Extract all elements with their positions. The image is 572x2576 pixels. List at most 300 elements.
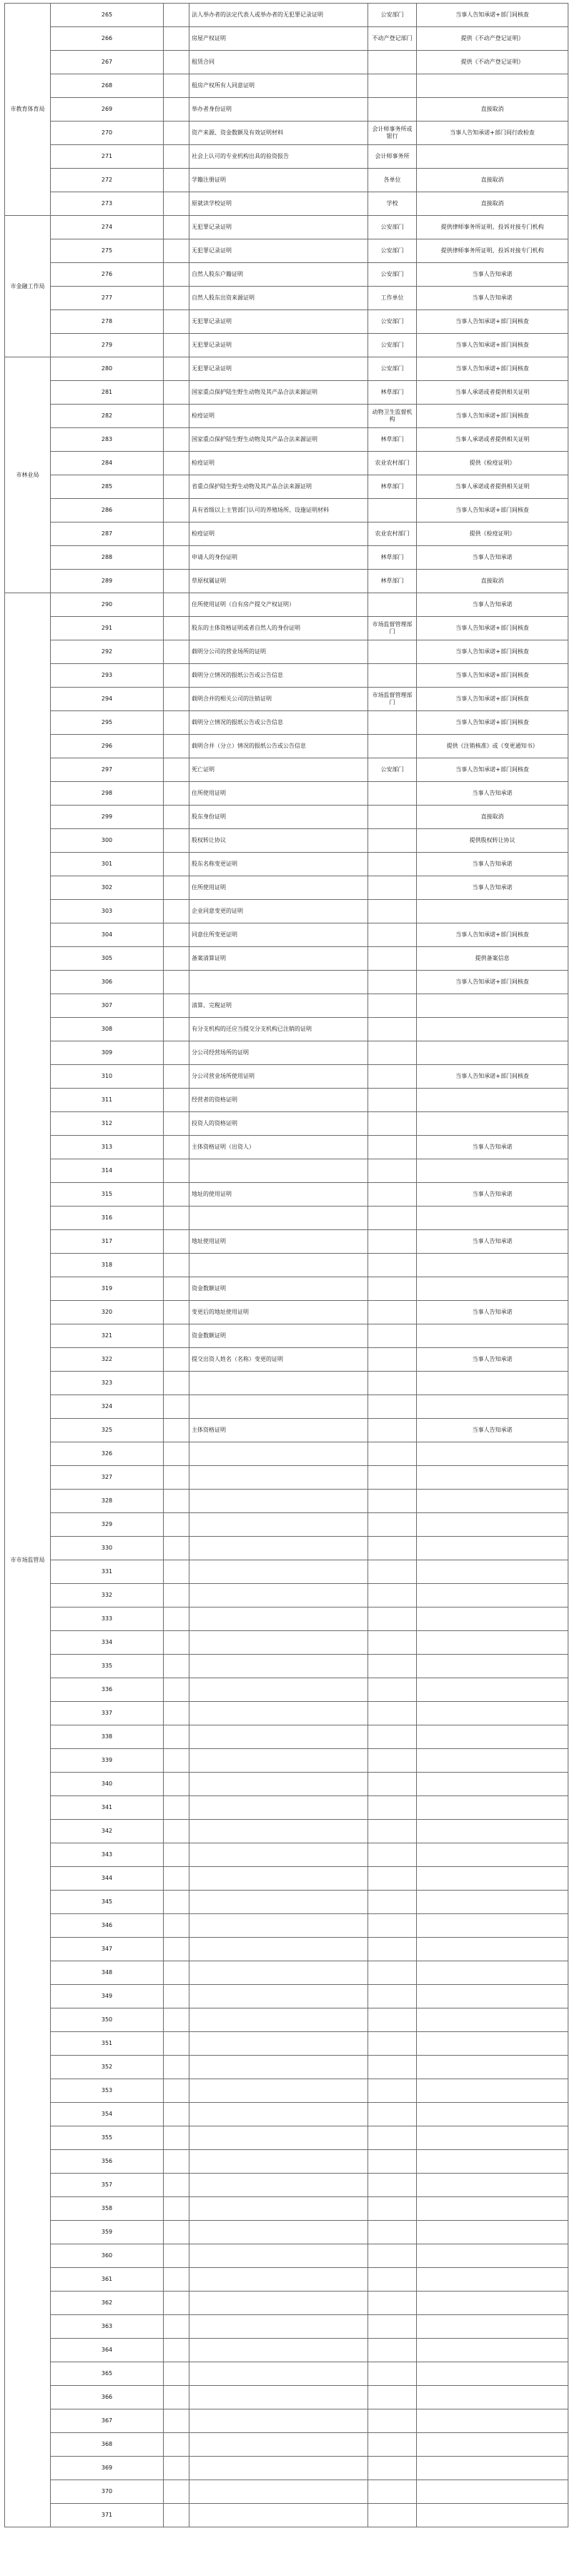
provider-cell	[368, 1466, 417, 1490]
method-cell: 当事人告知承诺	[417, 1136, 568, 1159]
row-number: 330	[51, 1537, 164, 1560]
table-row	[5, 1159, 568, 1183]
row-number: 265	[51, 4, 164, 27]
table-row	[5, 1607, 568, 1631]
item-cell	[164, 2197, 189, 2221]
row-number: 364	[51, 2339, 164, 2362]
method-cell	[417, 1867, 568, 1891]
proof-cell	[189, 2197, 368, 2221]
table-row	[5, 1513, 568, 1537]
table-row	[5, 735, 568, 758]
table-row	[5, 145, 568, 169]
provider-cell: 市场监督管理部门	[368, 617, 417, 640]
item-cell	[164, 1938, 189, 1961]
provider-cell	[368, 51, 417, 74]
method-cell	[417, 1961, 568, 1985]
provider-cell	[368, 1277, 417, 1301]
department-cell: 市市场监管局	[5, 593, 51, 2527]
provider-cell	[368, 923, 417, 947]
proof-cell	[189, 1159, 368, 1183]
proof-cell	[189, 1749, 368, 1773]
provider-cell	[368, 876, 417, 900]
method-cell	[417, 2504, 568, 2527]
provider-cell	[368, 1442, 417, 1466]
method-cell: 当事人告知承诺+部门间核查	[417, 405, 568, 428]
item-cell	[164, 1607, 189, 1631]
provider-cell	[368, 900, 417, 923]
table-row	[5, 522, 568, 546]
proof-cell: 无犯罪记录证明	[189, 310, 368, 334]
provider-cell	[368, 1560, 417, 1584]
item-cell	[164, 499, 189, 522]
item-cell	[164, 900, 189, 923]
provider-cell: 公安部门	[368, 310, 417, 334]
proof-cell	[189, 2386, 368, 2409]
proof-cell: 住所使用证明	[189, 782, 368, 806]
row-number: 361	[51, 2268, 164, 2292]
table-row	[5, 758, 568, 782]
provider-cell	[368, 2221, 417, 2244]
item-cell	[164, 853, 189, 876]
row-number: 322	[51, 1348, 164, 1372]
provider-cell	[368, 735, 417, 758]
row-number: 310	[51, 1065, 164, 1089]
proof-cell	[189, 1372, 368, 1395]
provider-cell: 农业农村部门	[368, 452, 417, 475]
table-row	[5, 617, 568, 640]
row-number: 267	[51, 51, 164, 74]
method-cell	[417, 1607, 568, 1631]
proof-cell	[189, 2079, 368, 2103]
item-cell	[164, 1442, 189, 1466]
proof-cell: 主体资格证明	[189, 1419, 368, 1442]
proof-cell: 股东的主体资格证明或者自然人的身份证明	[189, 617, 368, 640]
table-row	[5, 27, 568, 51]
item-cell	[164, 1560, 189, 1584]
method-cell	[417, 1513, 568, 1537]
row-number: 327	[51, 1466, 164, 1490]
item-cell	[164, 640, 189, 664]
provider-cell	[368, 640, 417, 664]
proof-cell: 载明合并（分立）情况的报纸公告或公告信息	[189, 735, 368, 758]
provider-cell: 公安部门	[368, 4, 417, 27]
row-number: 354	[51, 2103, 164, 2126]
provider-cell	[368, 2126, 417, 2150]
provider-cell: 市场监督管理部门	[368, 688, 417, 711]
method-cell	[417, 1702, 568, 1725]
provider-cell	[368, 593, 417, 617]
table-row	[5, 1490, 568, 1513]
row-number: 272	[51, 169, 164, 192]
method-cell: 当事人告知承诺+部门间核查	[417, 688, 568, 711]
row-number: 334	[51, 1631, 164, 1655]
provider-cell: 会计师事务所	[368, 145, 417, 169]
provider-cell	[368, 806, 417, 829]
provider-cell	[368, 2480, 417, 2504]
item-cell	[164, 829, 189, 853]
method-cell	[417, 1655, 568, 1678]
table-row	[5, 51, 568, 74]
method-cell	[417, 2292, 568, 2315]
provider-cell: 公安部门	[368, 357, 417, 381]
provider-cell	[368, 2409, 417, 2433]
row-number: 271	[51, 145, 164, 169]
table-row	[5, 593, 568, 617]
proof-cell: 检疫证明	[189, 522, 368, 546]
method-cell	[417, 1159, 568, 1183]
method-cell: 当事人告知承诺	[417, 1183, 568, 1207]
table-row	[5, 2221, 568, 2244]
proof-cell	[189, 971, 368, 994]
table-row	[5, 1301, 568, 1324]
proof-cell: 国家重点保护陆生野生动物及其产品合法来源证明	[189, 381, 368, 405]
item-cell	[164, 688, 189, 711]
item-cell	[164, 334, 189, 357]
provider-cell	[368, 1537, 417, 1560]
table-row	[5, 1112, 568, 1136]
method-cell	[417, 1773, 568, 1796]
method-cell	[417, 1490, 568, 1513]
table-row	[5, 287, 568, 310]
item-cell	[164, 1749, 189, 1773]
item-cell	[164, 2008, 189, 2032]
row-number: 287	[51, 522, 164, 546]
table-row	[5, 829, 568, 853]
table-row	[5, 640, 568, 664]
proof-cell: 无犯罪记录证明	[189, 334, 368, 357]
proof-cell	[189, 2480, 368, 2504]
proof-cell	[189, 2032, 368, 2056]
provider-cell	[368, 2268, 417, 2292]
provider-cell	[368, 829, 417, 853]
item-cell	[164, 1820, 189, 1843]
proof-cell: 资金数额证明	[189, 1324, 368, 1348]
row-number: 281	[51, 381, 164, 405]
table-row	[5, 2457, 568, 2480]
method-cell: 当事人告知承诺+部门间核查	[417, 971, 568, 994]
provider-cell	[368, 1324, 417, 1348]
proof-cell: 企业同意变更的证明	[189, 900, 368, 923]
row-number: 323	[51, 1372, 164, 1395]
method-cell	[417, 1089, 568, 1112]
proof-cell	[189, 1442, 368, 1466]
proof-cell: 地址的使用证明	[189, 1183, 368, 1207]
proof-cell: 无犯罪记录证明	[189, 239, 368, 263]
row-number: 338	[51, 1725, 164, 1749]
item-cell	[164, 617, 189, 640]
provider-cell	[368, 1702, 417, 1725]
table-row	[5, 1183, 568, 1207]
table-row	[5, 1372, 568, 1395]
proof-cell	[189, 1985, 368, 2008]
item-cell	[164, 428, 189, 452]
item-cell	[164, 570, 189, 593]
table-row	[5, 2079, 568, 2103]
table-row	[5, 1324, 568, 1348]
proof-cell	[189, 2315, 368, 2339]
method-cell	[417, 2268, 568, 2292]
row-number: 299	[51, 806, 164, 829]
provider-cell: 林草部门	[368, 570, 417, 593]
proof-cell: 举办者身份证明	[189, 98, 368, 122]
proof-cell: 学籍注册证明	[189, 169, 368, 192]
method-cell: 提供《不动产登记证明》	[417, 51, 568, 74]
proof-cell: 载明分立情况的报纸公告或公告信息	[189, 711, 368, 735]
proof-cell: 草原权属证明	[189, 570, 368, 593]
provider-cell	[368, 1891, 417, 1914]
proof-cell: 主体资格证明（出资人）	[189, 1136, 368, 1159]
proof-cell	[189, 2292, 368, 2315]
proof-cell	[189, 1773, 368, 1796]
table-row	[5, 806, 568, 829]
table-row	[5, 216, 568, 239]
table-row	[5, 2292, 568, 2315]
provider-cell	[368, 2008, 417, 2032]
method-cell	[417, 1324, 568, 1348]
provider-cell: 公安部门	[368, 263, 417, 287]
proof-cell	[189, 1725, 368, 1749]
row-number: 351	[51, 2032, 164, 2056]
method-cell: 当事人告知承诺+部门间核查	[417, 334, 568, 357]
table-row	[5, 2504, 568, 2527]
proof-cell	[189, 2433, 368, 2457]
row-number: 335	[51, 1655, 164, 1678]
row-number: 316	[51, 1207, 164, 1230]
method-cell	[417, 900, 568, 923]
method-cell: 当事人告知承诺+部门间核查	[417, 357, 568, 381]
provider-cell: 动物卫生监督机构	[368, 405, 417, 428]
row-number: 312	[51, 1112, 164, 1136]
table-row	[5, 1773, 568, 1796]
table-row	[5, 1702, 568, 1725]
method-cell: 当事人承诺或者提供相关证明	[417, 428, 568, 452]
item-cell	[164, 522, 189, 546]
table-row	[5, 192, 568, 216]
table-row	[5, 2409, 568, 2433]
provider-cell: 林草部门	[368, 381, 417, 405]
provider-cell	[368, 2079, 417, 2103]
row-number: 349	[51, 1985, 164, 2008]
method-cell: 提供《检疫证明》	[417, 522, 568, 546]
provider-cell: 学校	[368, 192, 417, 216]
provider-cell	[368, 98, 417, 122]
method-cell	[417, 2221, 568, 2244]
method-cell: 提供《检疫证明》	[417, 452, 568, 475]
item-cell	[164, 1537, 189, 1560]
table-row	[5, 1277, 568, 1301]
proof-cell	[189, 2504, 368, 2527]
table-row	[5, 1820, 568, 1843]
table-row	[5, 1843, 568, 1867]
item-cell	[164, 1183, 189, 1207]
table-row	[5, 2032, 568, 2056]
row-number: 266	[51, 27, 164, 51]
row-number: 337	[51, 1702, 164, 1725]
item-cell	[164, 239, 189, 263]
proof-cell	[189, 1938, 368, 1961]
provider-cell	[368, 1749, 417, 1773]
proof-cell	[189, 2126, 368, 2150]
table-row	[5, 994, 568, 1018]
method-cell: 当事人告知承诺+部门间核查	[417, 4, 568, 27]
row-number: 345	[51, 1891, 164, 1914]
row-number: 286	[51, 499, 164, 522]
provider-cell	[368, 1607, 417, 1631]
table-row	[5, 1891, 568, 1914]
proof-cell	[189, 1655, 368, 1678]
proof-cell	[189, 1891, 368, 1914]
row-number: 315	[51, 1183, 164, 1207]
table-row	[5, 499, 568, 522]
item-cell	[164, 1136, 189, 1159]
row-number: 348	[51, 1961, 164, 1985]
proof-cell: 股东名称变更证明	[189, 853, 368, 876]
table-row	[5, 1749, 568, 1773]
item-cell	[164, 2292, 189, 2315]
table-row	[5, 2386, 568, 2409]
method-cell: 提供律师事务所证明、投诉对接专门机构	[417, 216, 568, 239]
table-row	[5, 2315, 568, 2339]
method-cell: 提供《注销核准》或《变更通知书》	[417, 735, 568, 758]
item-cell	[164, 1041, 189, 1065]
method-cell	[417, 1372, 568, 1395]
provider-cell	[368, 1796, 417, 1820]
method-cell: 提供《不动产登记证明》	[417, 27, 568, 51]
row-number: 294	[51, 688, 164, 711]
row-number: 276	[51, 263, 164, 287]
table-row	[5, 1914, 568, 1938]
provider-cell	[368, 2032, 417, 2056]
item-cell	[164, 1207, 189, 1230]
proof-cell	[189, 1254, 368, 1277]
provider-cell	[368, 1183, 417, 1207]
row-number: 279	[51, 334, 164, 357]
row-number: 268	[51, 74, 164, 98]
item-cell	[164, 1961, 189, 1985]
item-cell	[164, 1466, 189, 1490]
provider-cell: 林草部门	[368, 475, 417, 499]
method-cell: 当事人告知承诺	[417, 546, 568, 570]
item-cell	[164, 405, 189, 428]
item-cell	[164, 51, 189, 74]
provider-cell	[368, 2315, 417, 2339]
row-number: 365	[51, 2362, 164, 2386]
provider-cell	[368, 2056, 417, 2079]
provider-cell	[368, 1961, 417, 1985]
item-cell	[164, 2056, 189, 2079]
proof-cell: 分公司营业场所使用证明	[189, 1065, 368, 1089]
provider-cell	[368, 1230, 417, 1254]
method-cell	[417, 1914, 568, 1938]
method-cell: 当事人告知承诺+部门间核查	[417, 1065, 568, 1089]
table-row	[5, 947, 568, 971]
row-number: 368	[51, 2433, 164, 2457]
method-cell	[417, 1938, 568, 1961]
row-number: 339	[51, 1749, 164, 1773]
table-row	[5, 169, 568, 192]
proof-cell: 有分支机构的还应当提交分支机构已注销的证明	[189, 1018, 368, 1041]
table-row	[5, 1419, 568, 1442]
item-cell	[164, 971, 189, 994]
table-body	[5, 4, 568, 2527]
row-number: 291	[51, 617, 164, 640]
provider-cell	[368, 1159, 417, 1183]
row-number: 363	[51, 2315, 164, 2339]
item-cell	[164, 1348, 189, 1372]
method-cell: 当事人告知承诺	[417, 876, 568, 900]
provider-cell	[368, 2150, 417, 2174]
proof-cell	[189, 2362, 368, 2386]
method-cell: 直接取消	[417, 570, 568, 593]
table-row	[5, 1442, 568, 1466]
item-cell	[164, 263, 189, 287]
row-number: 371	[51, 2504, 164, 2527]
item-cell	[164, 2362, 189, 2386]
method-cell: 直接取消	[417, 806, 568, 829]
method-cell	[417, 1277, 568, 1301]
row-number: 332	[51, 1584, 164, 1607]
proof-cell: 社会上认可的专业机构出具的验资报告	[189, 145, 368, 169]
method-cell	[417, 1112, 568, 1136]
method-cell: 当事人承诺或者提供相关证明	[417, 381, 568, 405]
item-cell	[164, 1159, 189, 1183]
item-cell	[164, 593, 189, 617]
proof-cell	[189, 1867, 368, 1891]
provider-cell	[368, 1041, 417, 1065]
proof-cell: 载明分立情况的报纸公告或公告信息	[189, 664, 368, 688]
table-row	[5, 1867, 568, 1891]
row-number: 296	[51, 735, 164, 758]
provider-cell	[368, 1725, 417, 1749]
proof-cell	[189, 1631, 368, 1655]
item-cell	[164, 357, 189, 381]
item-cell	[164, 4, 189, 27]
provider-cell	[368, 2504, 417, 2527]
proof-cell: 地址使用证明	[189, 1230, 368, 1254]
method-cell	[417, 145, 568, 169]
department-cell: 市教育体育局	[5, 4, 51, 216]
item-cell	[164, 2079, 189, 2103]
table-row	[5, 122, 568, 145]
proof-cell: 无犯罪记录证明	[189, 216, 368, 239]
provider-cell	[368, 1914, 417, 1938]
provider-cell	[368, 947, 417, 971]
row-number: 367	[51, 2409, 164, 2433]
row-number: 352	[51, 2056, 164, 2079]
proof-cell: 租房产权所有人同意证明	[189, 74, 368, 98]
method-cell	[417, 1891, 568, 1914]
table-row	[5, 1985, 568, 2008]
row-number: 274	[51, 216, 164, 239]
item-cell	[164, 216, 189, 239]
method-cell: 当事人告知承诺+部门间核查	[417, 758, 568, 782]
row-number: 300	[51, 829, 164, 853]
item-cell	[164, 1419, 189, 1442]
proof-cell: 分公司经营场所的证明	[189, 1041, 368, 1065]
table-row	[5, 381, 568, 405]
table-row	[5, 405, 568, 428]
item-cell	[164, 192, 189, 216]
method-cell: 直接取消	[417, 192, 568, 216]
row-number: 302	[51, 876, 164, 900]
provider-cell	[368, 1419, 417, 1442]
proof-cell	[189, 1490, 368, 1513]
provider-cell	[368, 1490, 417, 1513]
row-number: 311	[51, 1089, 164, 1112]
provider-cell	[368, 2197, 417, 2221]
proof-cell: 自然人股东出资来源证明	[189, 287, 368, 310]
provider-cell	[368, 711, 417, 735]
